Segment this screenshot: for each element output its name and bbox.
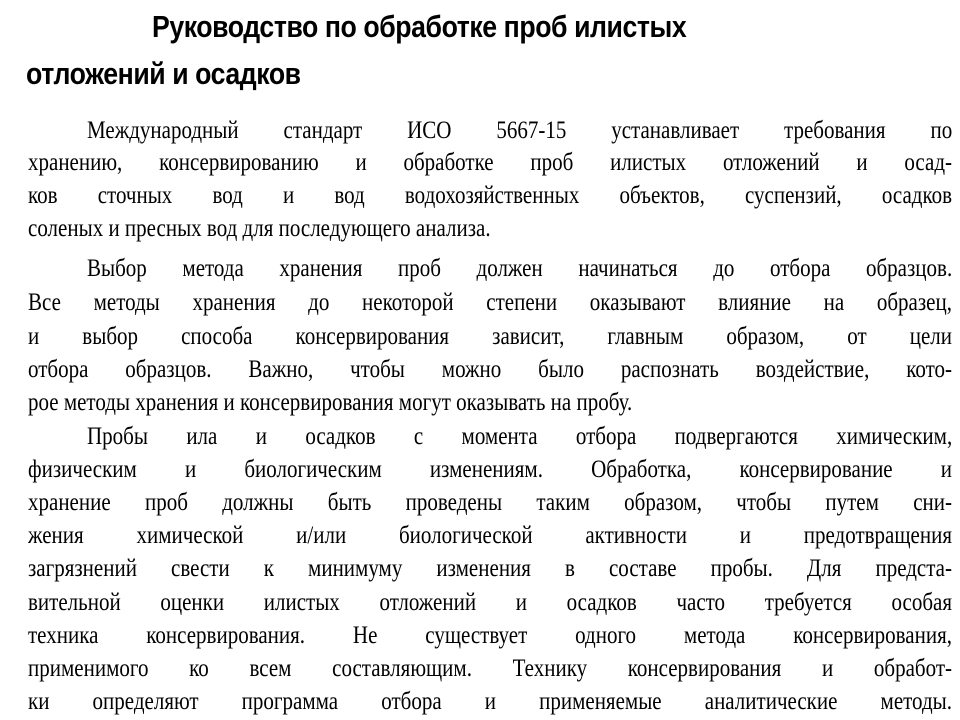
paragraph-line: Международный стандарт ИСО 5667-15 устанавливает требования по <box>87 117 953 144</box>
document-title-line-2: отложений и осадков <box>26 56 301 91</box>
paragraph-line: физическим и биологическим изменениям. Обработка, консервирование и <box>28 456 952 483</box>
document-title-line-1: Руководство по обработке проб илистых <box>152 9 687 44</box>
paragraph-line: загрязнений свести к минимуму изменения в составе пробы. Для предста- <box>28 555 952 582</box>
paragraph-line: и выбор способа консервирования зависит, главным образом, от цели <box>28 323 952 350</box>
paragraph-line: хранению, консервированию и обработке проб илистых отложений и осад- <box>28 149 952 176</box>
paragraph-line: Выбор метода хранения проб должен начинаться до отбора образцов. <box>87 255 953 282</box>
paragraph-line: техника консервирования. Не существует одного метода консервирования, <box>28 622 952 649</box>
paragraph-line: Пробы ила и осадков с момента отбора подвергаются химическим, <box>87 423 953 450</box>
paragraph-line: рое методы хранения и консервирования могут оказывать на пробу. <box>28 389 633 416</box>
paragraph-line: Все методы хранения до некоторой степени оказывают влияние на образец, <box>28 289 952 316</box>
paragraph-line: применимого ко всем составляющим. Технику консервирования и обработ- <box>28 655 952 682</box>
paragraph-line: ков сточных вод и вод водохозяйственных объектов, суспензий, осадков <box>28 182 952 209</box>
paragraph-line: жения химической и/или биологической активности и предотвращения <box>28 522 952 549</box>
paragraph-line: ки определяют программа отбора и применяемые аналитические методы. <box>28 688 952 715</box>
paragraph-line: хранение проб должны быть проведены таким образом, чтобы путем сни- <box>28 489 952 516</box>
paragraph-line: отбора образцов. Важно, чтобы можно было распознать воздействие, кото- <box>28 356 952 383</box>
paragraph-line: вительной оценки илистых отложений и осадков часто требуется особая <box>28 589 952 616</box>
paragraph-line: соленых и пресных вод для последующего анализа. <box>28 215 491 242</box>
